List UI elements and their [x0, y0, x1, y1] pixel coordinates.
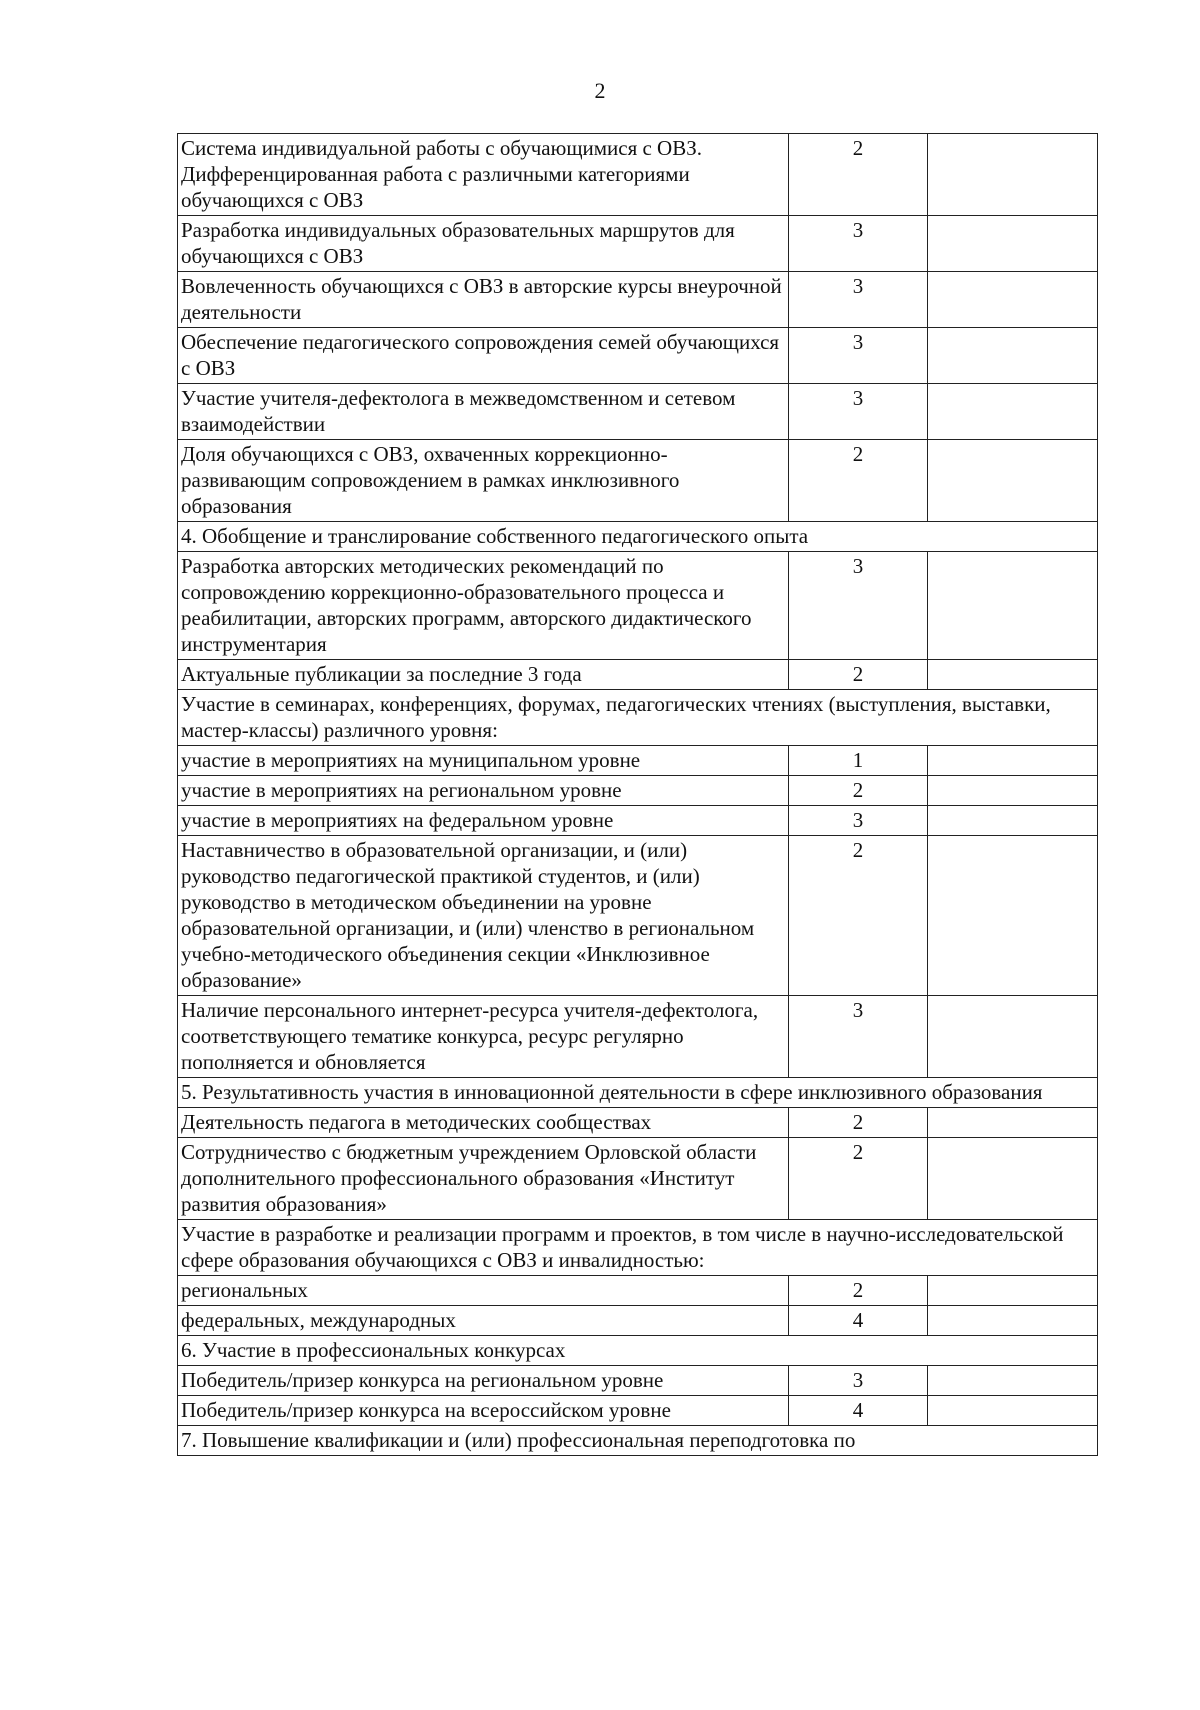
criterion-score: 4 [789, 1306, 928, 1336]
criterion-text: Обеспечение педагогического сопровождения семей обучающихся с ОВЗ [178, 328, 789, 384]
criterion-text: Деятельность педагога в методических сообществах [178, 1108, 789, 1138]
criterion-text: федеральных, международных [178, 1306, 789, 1336]
criterion-row [178, 552, 1098, 660]
section-heading: 7. Повышение квалификации и (или) профессиональная переподготовка по [178, 1426, 1098, 1456]
section-row [178, 1220, 1098, 1276]
criterion-row [178, 134, 1098, 216]
evaluation-cell [928, 660, 1098, 690]
section-heading: Участие в разработке и реализации программ и проектов, в том числе в научно-исследовательской сфере образования обучающихся с ОВЗ и инвалидностью: [178, 1220, 1098, 1276]
section-row [178, 1426, 1098, 1456]
criterion-row [178, 272, 1098, 328]
criterion-row [178, 1396, 1098, 1426]
evaluation-cell [928, 836, 1098, 996]
criterion-text: Наличие персонального интернет-ресурса учителя-дефектолога, соответствующего тематике конкурса, ресурс регулярно пополняется и обновляется [178, 996, 789, 1078]
evaluation-cell [928, 1306, 1098, 1336]
criterion-score: 2 [789, 134, 928, 216]
evaluation-cell [928, 216, 1098, 272]
criterion-score: 3 [789, 996, 928, 1078]
criterion-row [178, 660, 1098, 690]
criterion-score: 2 [789, 1108, 928, 1138]
criterion-score: 3 [789, 384, 928, 440]
evaluation-cell [928, 134, 1098, 216]
criteria-table-body [178, 134, 1098, 1456]
evaluation-cell [928, 328, 1098, 384]
evaluation-cell [928, 746, 1098, 776]
criterion-text: участие в мероприятиях на федеральном уровне [178, 806, 789, 836]
section-heading: Участие в семинарах, конференциях, форумах, педагогических чтениях (выступления, выставки, мастер-классы) различного уровня: [178, 690, 1098, 746]
criterion-text: участие в мероприятиях на региональном уровне [178, 776, 789, 806]
criterion-score: 3 [789, 1366, 928, 1396]
evaluation-cell [928, 1138, 1098, 1220]
criterion-text: Участие учителя-дефектолога в межведомственном и сетевом взаимодействии [178, 384, 789, 440]
criterion-text: Разработка авторских методических рекомендаций по сопровождению коррекционно-образовательного процесса и реабилитации, авторских программ, авторского дидактического инструментария [178, 552, 789, 660]
section-heading: 6. Участие в профессиональных конкурсах [178, 1336, 1098, 1366]
criterion-row [178, 1276, 1098, 1306]
criterion-score: 1 [789, 746, 928, 776]
criterion-row [178, 1138, 1098, 1220]
evaluation-cell [928, 806, 1098, 836]
evaluation-cell [928, 272, 1098, 328]
evaluation-cell [928, 384, 1098, 440]
criterion-text: Наставничество в образовательной организации, и (или) руководство педагогической практикой студентов, и (или) руководство в методическом объединении на уровне образовательной организации, и (или) членство в региональном учебно-методического объединения секции «Инклюзивное образование» [178, 836, 789, 996]
criterion-score: 2 [789, 776, 928, 806]
evaluation-cell [928, 996, 1098, 1078]
criterion-text: региональных [178, 1276, 789, 1306]
criterion-text: участие в мероприятиях на муниципальном уровне [178, 746, 789, 776]
criterion-score: 2 [789, 1276, 928, 1306]
evaluation-cell [928, 1366, 1098, 1396]
criterion-text: Система индивидуальной работы с обучающимися с ОВЗ. Дифференцированная работа с различными категориями обучающихся с ОВЗ [178, 134, 789, 216]
evaluation-cell [928, 552, 1098, 660]
criterion-row [178, 384, 1098, 440]
evaluation-cell [928, 1396, 1098, 1426]
criterion-row [178, 328, 1098, 384]
criterion-score: 3 [789, 216, 928, 272]
criterion-text: Победитель/призер конкурса на региональном уровне [178, 1366, 789, 1396]
criteria-table [177, 133, 1098, 1456]
criterion-text: Вовлеченность обучающихся с ОВЗ в авторские курсы внеурочной деятельности [178, 272, 789, 328]
criterion-score: 4 [789, 1396, 928, 1426]
criterion-row [178, 996, 1098, 1078]
evaluation-cell [928, 1108, 1098, 1138]
evaluation-cell [928, 776, 1098, 806]
criterion-text: Победитель/призер конкурса на всероссийском уровне [178, 1396, 789, 1426]
section-heading: 4. Обобщение и транслирование собственного педагогического опыта [178, 522, 1098, 552]
criterion-text: Доля обучающихся с ОВЗ, охваченных коррекционно-развивающим сопровождением в рамках инклюзивного образования [178, 440, 789, 522]
criterion-row [178, 836, 1098, 996]
criterion-score: 3 [789, 328, 928, 384]
section-row [178, 690, 1098, 746]
evaluation-cell [928, 440, 1098, 522]
criterion-score: 3 [789, 552, 928, 660]
criterion-row [178, 1366, 1098, 1396]
criterion-score: 2 [789, 440, 928, 522]
criterion-score: 2 [789, 1138, 928, 1220]
criterion-row [178, 440, 1098, 522]
criterion-row [178, 806, 1098, 836]
criterion-score: 3 [789, 806, 928, 836]
page-number: 2 [594, 78, 606, 103]
criterion-text: Сотрудничество с бюджетным учреждением Орловской области дополнительного профессионального образования «Институт развития образования» [178, 1138, 789, 1220]
criterion-row [178, 1108, 1098, 1138]
criterion-score: 2 [789, 836, 928, 996]
section-row [178, 1336, 1098, 1366]
criterion-row [178, 216, 1098, 272]
criterion-score: 2 [789, 660, 928, 690]
evaluation-cell [928, 1276, 1098, 1306]
criterion-text: Актуальные публикации за последние 3 года [178, 660, 789, 690]
criterion-row [178, 776, 1098, 806]
criterion-score: 3 [789, 272, 928, 328]
section-row [178, 1078, 1098, 1108]
section-heading: 5. Результативность участия в инновационной деятельности в сфере инклюзивного образования [178, 1078, 1098, 1108]
criterion-row [178, 1306, 1098, 1336]
section-row [178, 522, 1098, 552]
criterion-row [178, 746, 1098, 776]
criterion-text: Разработка индивидуальных образовательных маршрутов для обучающихся с ОВЗ [178, 216, 789, 272]
